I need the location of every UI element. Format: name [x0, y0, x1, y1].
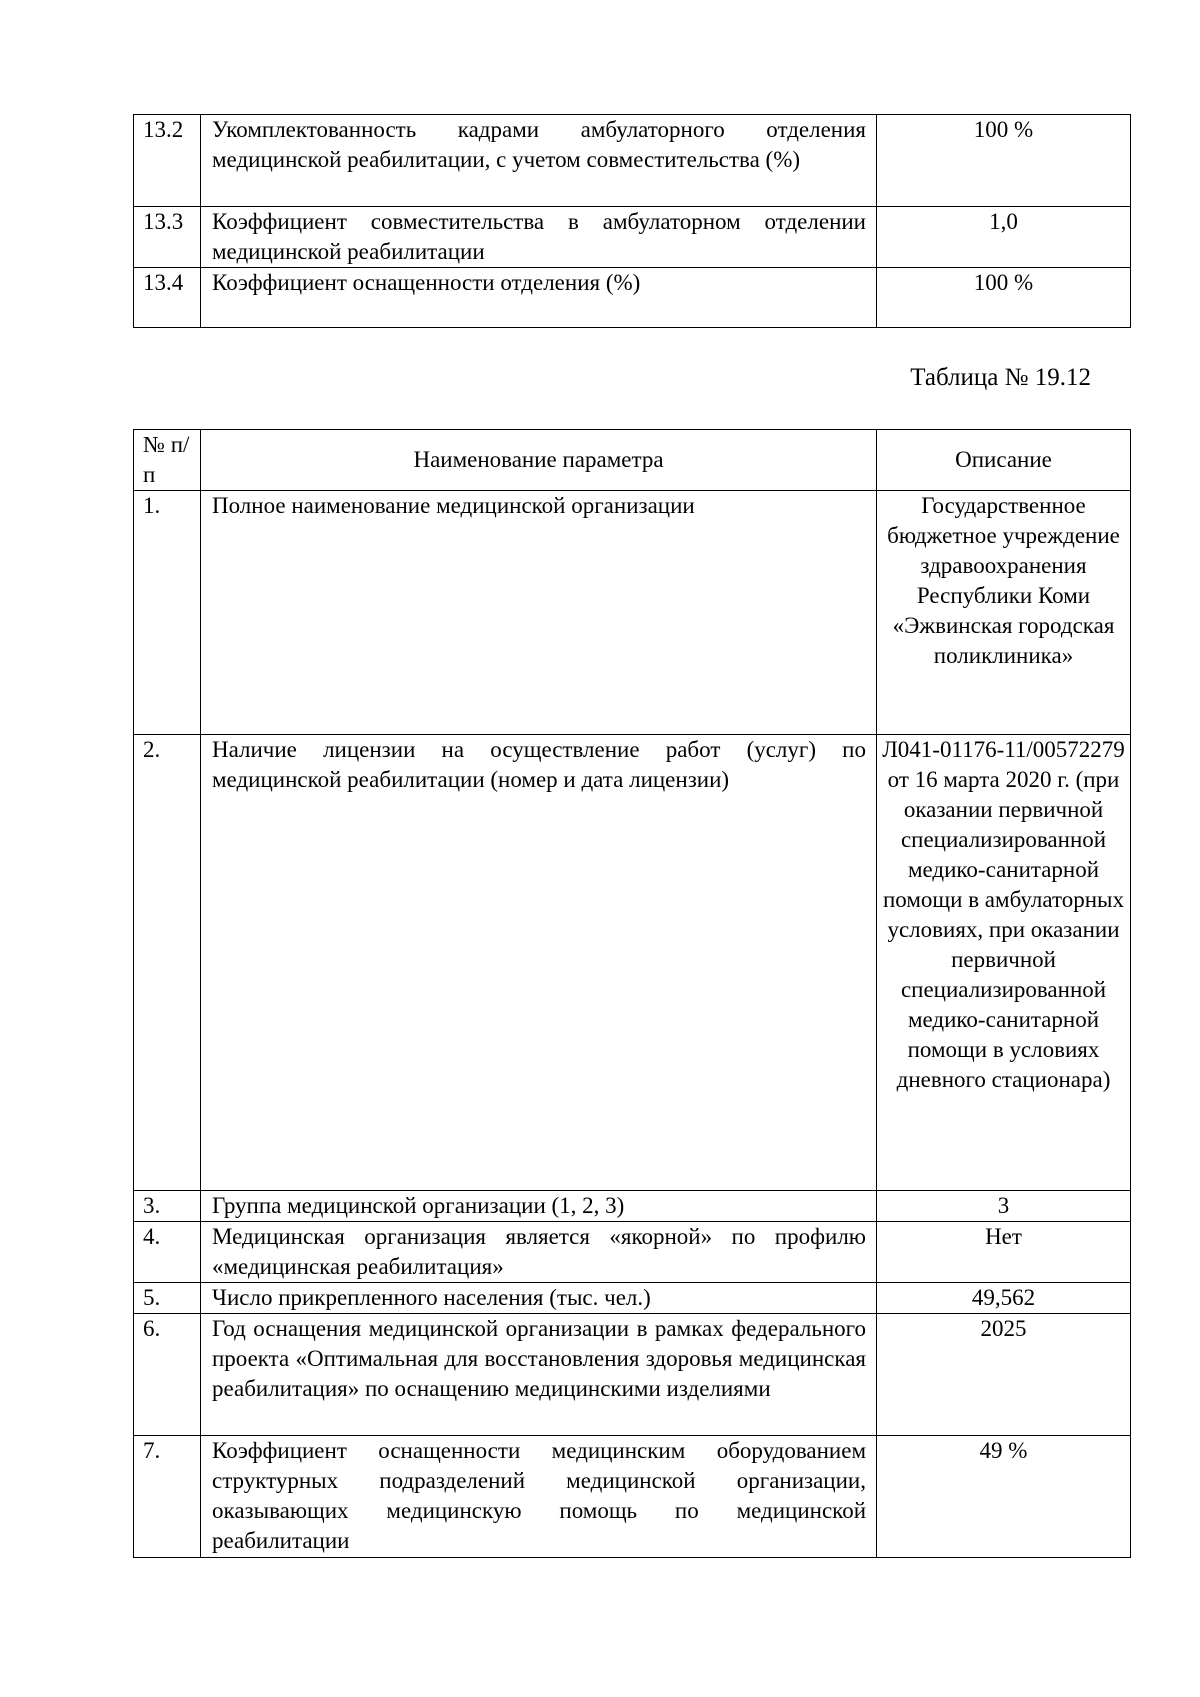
- table-row: [134, 1436, 1131, 1558]
- table-caption: Таблица № 19.12: [910, 364, 1091, 391]
- parameter-name: Медицинская организация является «якорной» по профилю «медицинская реабилитация»: [201, 1222, 877, 1283]
- row-number: 13.4: [134, 268, 201, 328]
- parameter-name: Коэффициент оснащенности отделения (%): [201, 268, 877, 328]
- table-row: [134, 735, 1131, 1191]
- header-description: Описание: [877, 430, 1131, 491]
- parameter-value: Л041-01176-11/00572279 от 16 марта 2020 г. (при оказании первичной специализированной медико-санитарной помощи в амбулаторных условиях, при оказании первичной специализированной медико-санитарной помощи в условиях дневного стационара): [877, 735, 1131, 1191]
- table-row: [134, 1283, 1131, 1314]
- parameter-name: Число прикрепленного населения (тыс. чел.): [201, 1283, 877, 1314]
- parameter-value: 49,562: [877, 1283, 1131, 1314]
- parameter-name: Коэффициент оснащенности медицинским оборудованием структурных подразделений медицинской организации, оказывающих медицинскую помощь по медицинской реабилитации: [201, 1436, 877, 1558]
- table-row: [134, 1191, 1131, 1222]
- table-row: [134, 1222, 1131, 1283]
- parameter-value: Нет: [877, 1222, 1131, 1283]
- row-number: 4.: [134, 1222, 201, 1283]
- parameter-value: 49 %: [877, 1436, 1131, 1558]
- header-parameter: Наименование параметра: [201, 430, 877, 491]
- row-number: 3.: [134, 1191, 201, 1222]
- parameters-table: [133, 429, 1131, 1558]
- parameter-name: Полное наименование медицинской организации: [201, 491, 877, 735]
- parameter-name: Год оснащения медицинской организации в рамках федерального проекта «Оптимальная для восстановления здоровья медицинская реабилитация» по оснащению медицинскими изделиями: [201, 1314, 877, 1436]
- row-number: 7.: [134, 1436, 201, 1558]
- parameter-value: 100 %: [877, 115, 1131, 207]
- parameter-value: Государственное бюджетное учреждение здравоохранения Республики Коми «Эжвинская городская поликлиника»: [877, 491, 1131, 735]
- table-row: [134, 207, 1131, 268]
- row-number: 2.: [134, 735, 201, 1191]
- row-number: 13.2: [134, 115, 201, 207]
- row-number: 6.: [134, 1314, 201, 1436]
- parameter-value: 100 %: [877, 268, 1131, 328]
- continuation-table: [133, 114, 1131, 328]
- header-number: № п/п: [134, 430, 201, 491]
- table-row: [134, 1314, 1131, 1436]
- parameter-name: Наличие лицензии на осуществление работ (услуг) по медицинской реабилитации (номер и дата лицензии): [201, 735, 877, 1191]
- row-number: 13.3: [134, 207, 201, 268]
- table-row: [134, 491, 1131, 735]
- table-row: [134, 115, 1131, 207]
- parameter-value: 2025: [877, 1314, 1131, 1436]
- parameter-name: Укомплектованность кадрами амбулаторного отделения медицинской реабилитации, с учетом совместительства (%): [201, 115, 877, 207]
- table-header-row: [134, 430, 1131, 491]
- parameter-value: 3: [877, 1191, 1131, 1222]
- parameter-name: Коэффициент совместительства в амбулаторном отделении медицинской реабилитации: [201, 207, 877, 268]
- row-number: 5.: [134, 1283, 201, 1314]
- parameter-value: 1,0: [877, 207, 1131, 268]
- row-number: 1.: [134, 491, 201, 735]
- parameter-name: Группа медицинской организации (1, 2, 3): [201, 1191, 877, 1222]
- table-row: [134, 268, 1131, 328]
